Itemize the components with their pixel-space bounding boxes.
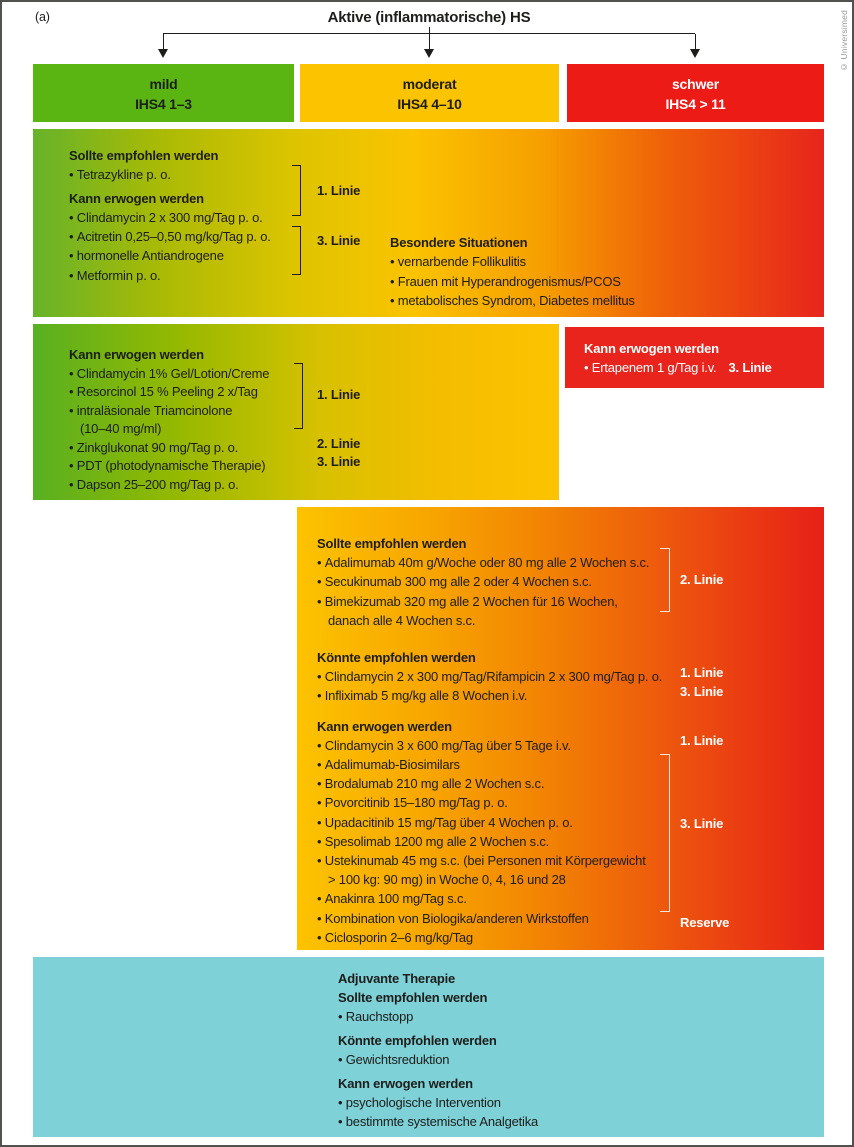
section-heading: Sollte empfohlen werden [69,148,219,163]
drug-item: • Clindamycin 2 x 300 mg/Tag p. o. [69,208,271,227]
line-label: 1. Linie [317,183,361,198]
topical-therapy-box [33,324,559,500]
bracket-third-line [660,754,670,912]
severity-range: IHS4 1–3 [135,96,192,112]
drug-item: • intraläsionale Triamcinolone [69,402,269,421]
drug-item: • Brodalumab 210 mg alle 2 Wochen s.c. [317,774,662,793]
drug-item: • Clindamycin 3 x 600 mg/Tag über 5 Tage i.v. [317,736,662,755]
section-heading: Sollte empfohlen werden [338,990,488,1005]
mild-moderate-therapy-box [33,129,824,317]
ertapenem-box [565,327,824,388]
drug-item: • Spesolimab 1200 mg alle 2 Wochen s.c. [317,832,662,851]
drug-item-continuation: (10–40 mg/ml) [80,421,162,436]
drug-item-row [584,358,824,377]
arrow-stem-mild [163,34,164,50]
section-heading: Könnte empfohlen werden [338,1033,497,1048]
drug-list [69,346,269,494]
line-label: 1. Linie [317,387,361,402]
line-label: 3. Linie [317,233,361,248]
bracket-first-line [292,165,301,216]
drug-item: • Clindamycin 2 x 300 mg/Tag/Rifampicin 2 x 300 mg/Tag p. o. [317,667,662,686]
severity-range: IHS4 4–10 [397,96,462,112]
therapy-item: • bestimmte systemische Analgetika [338,1112,538,1131]
credit-text: © Universimed [839,10,849,73]
situation-item: • metabolisches Syndrom, Diabetes mellitus [390,291,635,310]
adjuvant-therapy-box [33,957,824,1137]
drug-list [317,534,662,947]
panel-label: (a) [35,10,50,24]
special-situations [390,233,635,310]
section-heading: Kann erwogen werden [69,190,204,206]
arrow-stem-schwer [695,34,696,50]
line-label: 2. Linie [680,572,724,587]
drug-item: • Adalimumab 40m g/Woche oder 80 mg alle 2 Wochen s.c. [317,553,662,572]
therapy-item: • Gewichtsreduktion [338,1050,538,1069]
line-label: 1. Linie [680,665,724,680]
arrow-stem-moderat [429,34,430,50]
drug-item: • Secukinumab 300 mg alle 2 oder 4 Wochen s.c. [317,572,662,591]
drug-item: • Upadacitinib 15 mg/Tag über 4 Wochen p. o. [317,813,662,832]
drug-item: • Clindamycin 1% Gel/Lotion/Creme [69,365,269,384]
therapy-item: • Rauchstopp [338,1007,538,1026]
severity-box-schwer [567,64,824,122]
severe-therapy-box [297,507,824,950]
drug-item: • Ertapenem 1 g/Tag i.v. [584,360,716,375]
drug-item: • Adalimumab-Biosimilars [317,755,662,774]
drug-item: • Resorcinol 15 % Peeling 2 x/Tag [69,383,269,402]
box-title: Adjuvante Therapie [338,971,456,986]
line-label: 2. Linie [317,436,361,451]
drug-item: • Dapson 25–200 mg/Tag p. o. [69,476,269,495]
severity-label: moderat [402,76,457,92]
line-label: 3. Linie [680,816,724,831]
reserve-label: Reserve [680,915,730,930]
arrow-down-icon [424,49,434,58]
drug-item-continuation: danach alle 4 Wochen s.c. [328,612,476,628]
section-heading: Könnte empfohlen werden [317,650,476,666]
section-heading: Sollte empfohlen werden [317,536,467,551]
drug-item: • Kombination von Biologika/anderen Wirkstoffen [317,909,662,928]
drug-item: • Zinkglukonat 90 mg/Tag p. o. [69,439,269,458]
drug-item: • Metformin p. o. [69,266,271,285]
drug-item: • Povorcitinib 15–180 mg/Tag p. o. [317,793,662,812]
severity-label: schwer [671,76,720,92]
drug-item: • Anakinra 100 mg/Tag s.c. [317,889,662,908]
drug-item: • Ustekinumab 45 mg s.c. (bei Personen mit Körpergewicht [317,851,662,870]
figure-title: Aktive (inflammatorische) HS [327,9,531,26]
section-heading: Kann erwogen werden [584,341,719,356]
situation-item: • vernarbende Follikulitis [390,252,635,271]
adjuvant-content [338,969,538,1131]
therapy-item: • psychologische Intervention [338,1093,538,1112]
situation-item: • Frauen mit Hyperandrogenismus/PCOS [390,272,635,291]
bracket-third-line [292,226,301,275]
arrow-down-icon [158,49,168,58]
bracket-first-line [294,363,303,429]
severity-label: mild [149,76,178,92]
section-heading: Kann erwogen werden [338,1076,473,1091]
drug-list [69,146,271,285]
section-heading: Besondere Situationen [390,235,528,250]
arrow-down-icon [690,49,700,58]
drug-item: • Bimekizumab 320 mg alle 2 Wochen für 16 Wochen, [317,592,662,611]
bracket-second-line [660,548,670,612]
line-label: 3. Linie [728,360,772,376]
drug-item: • Ciclosporin 2–6 mg/kg/Tag [317,928,662,947]
severity-range: IHS4 > 11 [665,96,726,112]
drug-item: • hormonelle Antiandrogene [69,246,271,265]
section-heading: Kann erwogen werden [69,347,204,362]
line-label: 3. Linie [680,684,724,699]
severity-box-mild [33,64,294,122]
section-heading: Kann erwogen werden [317,718,452,734]
drug-item: • Acitretin 0,25–0,50 mg/kg/Tag p. o. [69,227,271,246]
line-label: 3. Linie [317,454,361,469]
drug-item-continuation: > 100 kg: 90 mg) in Woche 0, 4, 16 und 28 [328,872,566,888]
drug-item: • Tetrazykline p. o. [69,165,271,184]
drug-item: • Infliximab 5 mg/kg alle 8 Wochen i.v. [317,686,662,705]
drug-item: • PDT (photodynamische Therapie) [69,457,269,476]
severity-box-moderat [300,64,559,122]
line-label: 1. Linie [680,733,724,748]
